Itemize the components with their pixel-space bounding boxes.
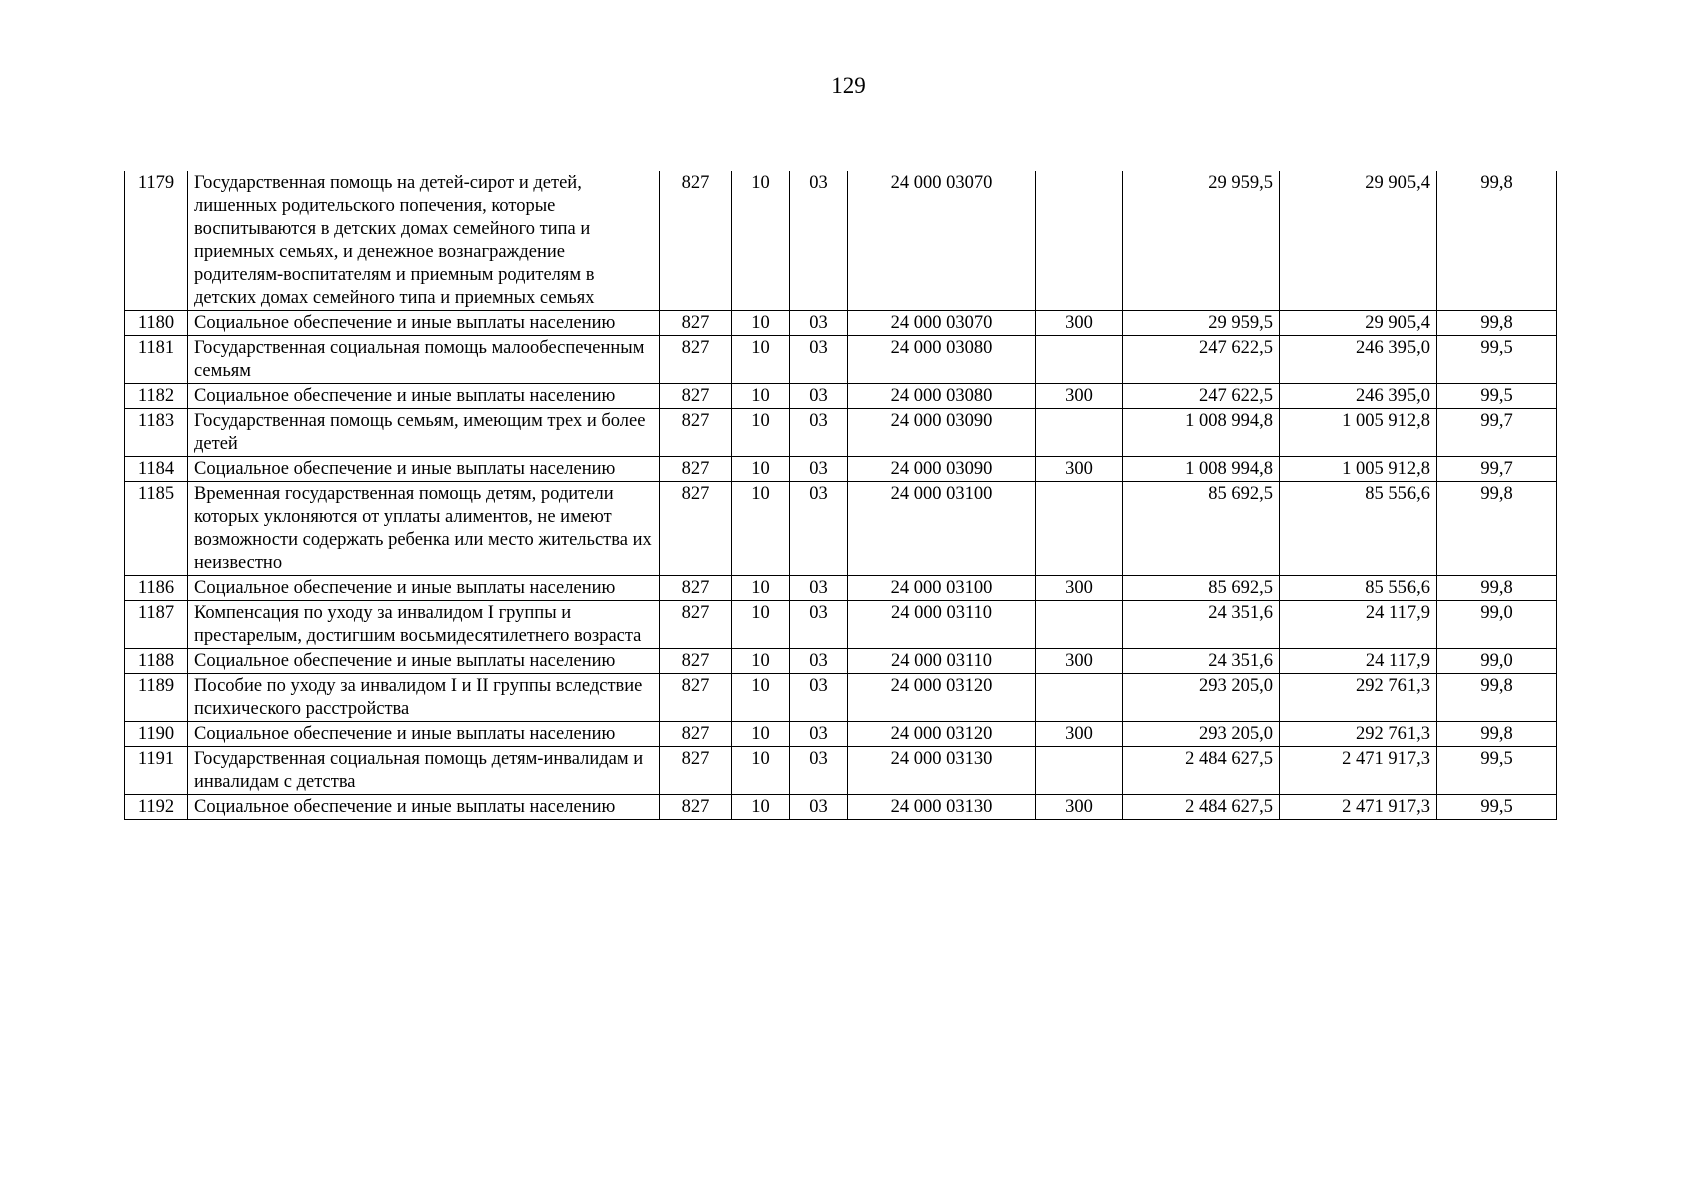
execution-percent-cell: 99,5 <box>1437 795 1557 820</box>
item-name-cell: Социальное обеспечение и иные выплаты населению <box>188 311 660 336</box>
execution-percent-cell: 99,8 <box>1437 576 1557 601</box>
section-code-cell: 10 <box>732 457 790 482</box>
target-article-cell: 24 000 03110 <box>848 601 1036 649</box>
target-article-cell: 24 000 03120 <box>848 722 1036 747</box>
row-number-cell: 1185 <box>125 482 188 576</box>
row-number-cell: 1190 <box>125 722 188 747</box>
execution-percent-cell: 99,8 <box>1437 171 1557 311</box>
ministry-code-cell: 827 <box>660 576 732 601</box>
budget-table <box>124 171 1557 820</box>
subsection-code-cell: 03 <box>790 457 848 482</box>
execution-percent-cell: 99,5 <box>1437 384 1557 409</box>
row-number-cell: 1181 <box>125 336 188 384</box>
row-number-cell: 1180 <box>125 311 188 336</box>
row-number-cell: 1189 <box>125 674 188 722</box>
planned-amount-cell: 1 008 994,8 <box>1123 457 1280 482</box>
table-row <box>125 795 1557 820</box>
execution-percent-cell: 99,8 <box>1437 482 1557 576</box>
page-number: 129 <box>831 73 866 98</box>
table-row <box>125 747 1557 795</box>
actual-amount-cell: 85 556,6 <box>1280 576 1437 601</box>
planned-amount-cell: 2 484 627,5 <box>1123 747 1280 795</box>
subsection-code-cell: 03 <box>790 336 848 384</box>
execution-percent-cell: 99,8 <box>1437 674 1557 722</box>
item-name-cell: Государственная помощь на детей-сирот и детей, лишенных родительского попечения, которые воспитываются в детских домах семейного типа и приемных семьях, и денежное вознаграждение родителям-воспитателям и приемным родителям в детских домах семейного типа и приемных семьях <box>188 171 660 311</box>
actual-amount-cell: 1 005 912,8 <box>1280 409 1437 457</box>
ministry-code-cell: 827 <box>660 171 732 311</box>
actual-amount-cell: 29 905,4 <box>1280 311 1437 336</box>
execution-percent-cell: 99,7 <box>1437 409 1557 457</box>
target-article-cell: 24 000 03110 <box>848 649 1036 674</box>
subsection-code-cell: 03 <box>790 649 848 674</box>
row-number-cell: 1188 <box>125 649 188 674</box>
expense-type-cell <box>1036 336 1123 384</box>
expense-type-cell: 300 <box>1036 795 1123 820</box>
actual-amount-cell: 246 395,0 <box>1280 336 1437 384</box>
target-article-cell: 24 000 03070 <box>848 311 1036 336</box>
expense-type-cell <box>1036 747 1123 795</box>
planned-amount-cell: 1 008 994,8 <box>1123 409 1280 457</box>
ministry-code-cell: 827 <box>660 747 732 795</box>
item-name-cell: Государственная социальная помощь детям-инвалидам и инвалидам с детства <box>188 747 660 795</box>
expense-type-cell: 300 <box>1036 576 1123 601</box>
ministry-code-cell: 827 <box>660 457 732 482</box>
planned-amount-cell: 29 959,5 <box>1123 171 1280 311</box>
target-article-cell: 24 000 03070 <box>848 171 1036 311</box>
section-code-cell: 10 <box>732 649 790 674</box>
section-code-cell: 10 <box>732 336 790 384</box>
planned-amount-cell: 24 351,6 <box>1123 601 1280 649</box>
planned-amount-cell: 293 205,0 <box>1123 722 1280 747</box>
ministry-code-cell: 827 <box>660 482 732 576</box>
execution-percent-cell: 99,5 <box>1437 336 1557 384</box>
actual-amount-cell: 24 117,9 <box>1280 601 1437 649</box>
item-name-cell: Социальное обеспечение и иные выплаты населению <box>188 649 660 674</box>
section-code-cell: 10 <box>732 384 790 409</box>
row-number-cell: 1187 <box>125 601 188 649</box>
item-name-cell: Пособие по уходу за инвалидом I и II группы вследствие психического расстройства <box>188 674 660 722</box>
target-article-cell: 24 000 03080 <box>848 336 1036 384</box>
table-row <box>125 576 1557 601</box>
item-name-cell: Социальное обеспечение и иные выплаты населению <box>188 384 660 409</box>
actual-amount-cell: 2 471 917,3 <box>1280 795 1437 820</box>
table-row <box>125 457 1557 482</box>
expense-type-cell: 300 <box>1036 311 1123 336</box>
table-row <box>125 409 1557 457</box>
row-number-cell: 1192 <box>125 795 188 820</box>
planned-amount-cell: 24 351,6 <box>1123 649 1280 674</box>
execution-percent-cell: 99,8 <box>1437 311 1557 336</box>
actual-amount-cell: 24 117,9 <box>1280 649 1437 674</box>
actual-amount-cell: 246 395,0 <box>1280 384 1437 409</box>
item-name-cell: Государственная социальная помощь малообеспеченным семьям <box>188 336 660 384</box>
ministry-code-cell: 827 <box>660 336 732 384</box>
execution-percent-cell: 99,8 <box>1437 722 1557 747</box>
expense-type-cell <box>1036 171 1123 311</box>
expense-type-cell <box>1036 601 1123 649</box>
ministry-code-cell: 827 <box>660 311 732 336</box>
item-name-cell: Социальное обеспечение и иные выплаты населению <box>188 722 660 747</box>
ministry-code-cell: 827 <box>660 722 732 747</box>
row-number-cell: 1191 <box>125 747 188 795</box>
item-name-cell: Социальное обеспечение и иные выплаты населению <box>188 576 660 601</box>
expense-type-cell <box>1036 674 1123 722</box>
section-code-cell: 10 <box>732 482 790 576</box>
target-article-cell: 24 000 03090 <box>848 409 1036 457</box>
target-article-cell: 24 000 03100 <box>848 482 1036 576</box>
row-number-cell: 1184 <box>125 457 188 482</box>
section-code-cell: 10 <box>732 674 790 722</box>
item-name-cell: Социальное обеспечение и иные выплаты населению <box>188 795 660 820</box>
expense-type-cell: 300 <box>1036 722 1123 747</box>
subsection-code-cell: 03 <box>790 674 848 722</box>
actual-amount-cell: 1 005 912,8 <box>1280 457 1437 482</box>
table-row <box>125 722 1557 747</box>
expense-type-cell: 300 <box>1036 384 1123 409</box>
expense-type-cell <box>1036 482 1123 576</box>
row-number-cell: 1182 <box>125 384 188 409</box>
item-name-cell: Социальное обеспечение и иные выплаты населению <box>188 457 660 482</box>
table-row <box>125 384 1557 409</box>
planned-amount-cell: 85 692,5 <box>1123 576 1280 601</box>
subsection-code-cell: 03 <box>790 601 848 649</box>
section-code-cell: 10 <box>732 576 790 601</box>
subsection-code-cell: 03 <box>790 311 848 336</box>
execution-percent-cell: 99,0 <box>1437 601 1557 649</box>
subsection-code-cell: 03 <box>790 171 848 311</box>
actual-amount-cell: 2 471 917,3 <box>1280 747 1437 795</box>
execution-percent-cell: 99,0 <box>1437 649 1557 674</box>
row-number-cell: 1179 <box>125 171 188 311</box>
subsection-code-cell: 03 <box>790 722 848 747</box>
planned-amount-cell: 29 959,5 <box>1123 311 1280 336</box>
target-article-cell: 24 000 03080 <box>848 384 1036 409</box>
section-code-cell: 10 <box>732 311 790 336</box>
table-row <box>125 336 1557 384</box>
subsection-code-cell: 03 <box>790 409 848 457</box>
table-row <box>125 171 1557 311</box>
table-row <box>125 482 1557 576</box>
actual-amount-cell: 85 556,6 <box>1280 482 1437 576</box>
section-code-cell: 10 <box>732 171 790 311</box>
section-code-cell: 10 <box>732 747 790 795</box>
section-code-cell: 10 <box>732 795 790 820</box>
row-number-cell: 1186 <box>125 576 188 601</box>
table-row <box>125 311 1557 336</box>
planned-amount-cell: 247 622,5 <box>1123 384 1280 409</box>
ministry-code-cell: 827 <box>660 795 732 820</box>
planned-amount-cell: 2 484 627,5 <box>1123 795 1280 820</box>
table-row <box>125 674 1557 722</box>
expense-type-cell: 300 <box>1036 649 1123 674</box>
actual-amount-cell: 292 761,3 <box>1280 674 1437 722</box>
expense-type-cell <box>1036 409 1123 457</box>
table-row <box>125 649 1557 674</box>
ministry-code-cell: 827 <box>660 601 732 649</box>
planned-amount-cell: 293 205,0 <box>1123 674 1280 722</box>
subsection-code-cell: 03 <box>790 747 848 795</box>
section-code-cell: 10 <box>732 722 790 747</box>
section-code-cell: 10 <box>732 409 790 457</box>
table-body <box>125 171 1557 820</box>
section-code-cell: 10 <box>732 601 790 649</box>
execution-percent-cell: 99,7 <box>1437 457 1557 482</box>
execution-percent-cell: 99,5 <box>1437 747 1557 795</box>
target-article-cell: 24 000 03120 <box>848 674 1036 722</box>
ministry-code-cell: 827 <box>660 649 732 674</box>
actual-amount-cell: 29 905,4 <box>1280 171 1437 311</box>
subsection-code-cell: 03 <box>790 482 848 576</box>
subsection-code-cell: 03 <box>790 795 848 820</box>
item-name-cell: Компенсация по уходу за инвалидом I группы и престарелым, достигшим восьмидесятилетнего возраста <box>188 601 660 649</box>
target-article-cell: 24 000 03130 <box>848 747 1036 795</box>
target-article-cell: 24 000 03130 <box>848 795 1036 820</box>
item-name-cell: Временная государственная помощь детям, родители которых уклоняются от уплаты алиментов, не имеют возможности содержать ребенка или место жительства их неизвестно <box>188 482 660 576</box>
expense-type-cell: 300 <box>1036 457 1123 482</box>
table-row <box>125 601 1557 649</box>
ministry-code-cell: 827 <box>660 674 732 722</box>
item-name-cell: Государственная помощь семьям, имеющим трех и более детей <box>188 409 660 457</box>
target-article-cell: 24 000 03090 <box>848 457 1036 482</box>
row-number-cell: 1183 <box>125 409 188 457</box>
planned-amount-cell: 85 692,5 <box>1123 482 1280 576</box>
ministry-code-cell: 827 <box>660 409 732 457</box>
subsection-code-cell: 03 <box>790 576 848 601</box>
target-article-cell: 24 000 03100 <box>848 576 1036 601</box>
subsection-code-cell: 03 <box>790 384 848 409</box>
actual-amount-cell: 292 761,3 <box>1280 722 1437 747</box>
planned-amount-cell: 247 622,5 <box>1123 336 1280 384</box>
ministry-code-cell: 827 <box>660 384 732 409</box>
